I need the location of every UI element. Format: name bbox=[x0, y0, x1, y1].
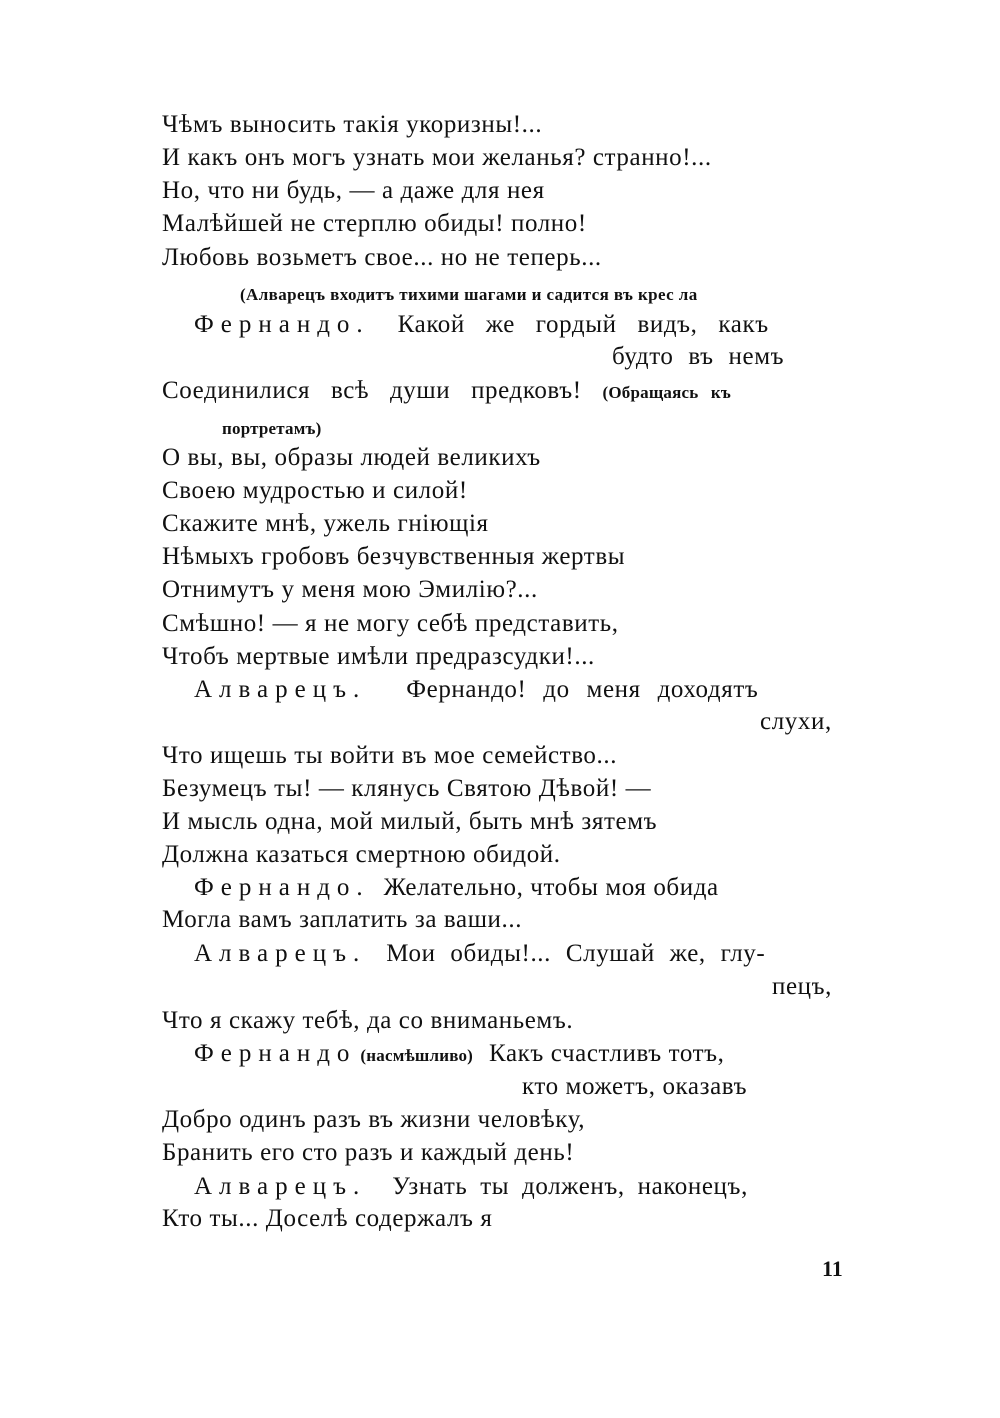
speech-line bbox=[194, 873, 719, 903]
speaker-name: Фернандо bbox=[194, 1040, 357, 1067]
speaker-name: Алварецъ. bbox=[194, 676, 367, 703]
speech-line bbox=[194, 675, 758, 705]
speech-text: Какой же гордый видъ, какъ bbox=[397, 311, 769, 338]
verse-line: Чѣмъ выносить такія укоризны!... bbox=[162, 111, 543, 138]
verse-line: Отнимутъ у меня мою Эмилію?... bbox=[162, 576, 538, 603]
speaker-name: Фернандо. bbox=[194, 311, 370, 338]
verse-line: Добро одинъ разъ въ жизни человѣку, bbox=[162, 1106, 586, 1133]
speech-text: Фернандо! до меня доходятъ bbox=[406, 676, 759, 703]
verse-line: Малѣйшей не стерплю обиды! полно! bbox=[162, 210, 587, 237]
speaker-name: Алварецъ. bbox=[194, 940, 367, 967]
continuation-line: будто въ немъ bbox=[612, 343, 785, 370]
verse-line: Своею мудростью и силой! bbox=[162, 477, 468, 504]
speech-line bbox=[194, 310, 769, 340]
speech-line bbox=[194, 939, 765, 969]
verse-line: Что я скажу тебѣ, да со вниманьемъ. bbox=[162, 1007, 574, 1034]
verse-line: О вы, вы, образы людей великихъ bbox=[162, 444, 541, 471]
speaker-name: Алварецъ. bbox=[194, 1173, 367, 1200]
continuation-line: слухи, bbox=[760, 708, 832, 735]
speech-line bbox=[194, 1172, 748, 1202]
stage-direction: портретамъ) bbox=[222, 419, 322, 438]
verse-text: Соединилися всѣ души предковъ! bbox=[162, 377, 582, 404]
verse-line: И мысль одна, мой милый, быть мнѣ зятемъ bbox=[162, 808, 658, 835]
stage-direction: (Обращаясь къ bbox=[602, 383, 731, 402]
verse-line bbox=[162, 376, 731, 408]
continuation-line: кто можетъ, оказавъ bbox=[522, 1073, 748, 1100]
verse-line: Скажите мнѣ, ужель гніющія bbox=[162, 510, 489, 537]
verse-line: Смѣшно! — я не могу себѣ представить, bbox=[162, 610, 619, 637]
speech-text: Мои обиды!... Слушай же, глу- bbox=[386, 940, 766, 967]
stage-direction: (насмѣшливо) bbox=[360, 1046, 474, 1065]
verse-line: Должна казаться смертною обидой. bbox=[162, 841, 561, 868]
verse-line: Безумецъ ты! — клянусь Святою Дѣвой! — bbox=[162, 775, 652, 802]
verse-line: Что ищешь ты войти въ мое семейство... bbox=[162, 742, 618, 769]
verse-line: Могла вамъ заплатить за ваши... bbox=[162, 906, 523, 933]
verse-line: Нѣмыхъ гробовъ безчувственныя жертвы bbox=[162, 543, 626, 570]
verse-line: Но, что ни будь, — а даже для нея bbox=[162, 177, 545, 204]
verse-line: Чтобъ мертвые имѣли предразсудки!... bbox=[162, 643, 595, 670]
verse-line: Бранить его сто разъ и каждый день! bbox=[162, 1139, 575, 1166]
stage-direction: (Алварецъ входитъ тихими шагами и садится въ крес ла bbox=[240, 285, 698, 304]
continuation-line: пецъ, bbox=[772, 973, 833, 1000]
speech-text: Узнать ты долженъ, наконецъ, bbox=[392, 1173, 748, 1200]
verse-line: И какъ онъ могъ узнать мои желанья? странно!... bbox=[162, 144, 712, 171]
verse-line: Кто ты... Доселѣ содержалъ я bbox=[162, 1205, 493, 1232]
speech-text: Желательно, чтобы моя обида bbox=[383, 874, 719, 901]
page-number: 11 bbox=[822, 1256, 843, 1281]
speaker-name: Фернандо. bbox=[194, 874, 370, 901]
speech-text: Какъ счастливъ тотъ, bbox=[489, 1040, 725, 1067]
verse-line: Любовь возьметъ свое... но не теперь... bbox=[162, 244, 602, 271]
speech-line bbox=[194, 1039, 725, 1071]
